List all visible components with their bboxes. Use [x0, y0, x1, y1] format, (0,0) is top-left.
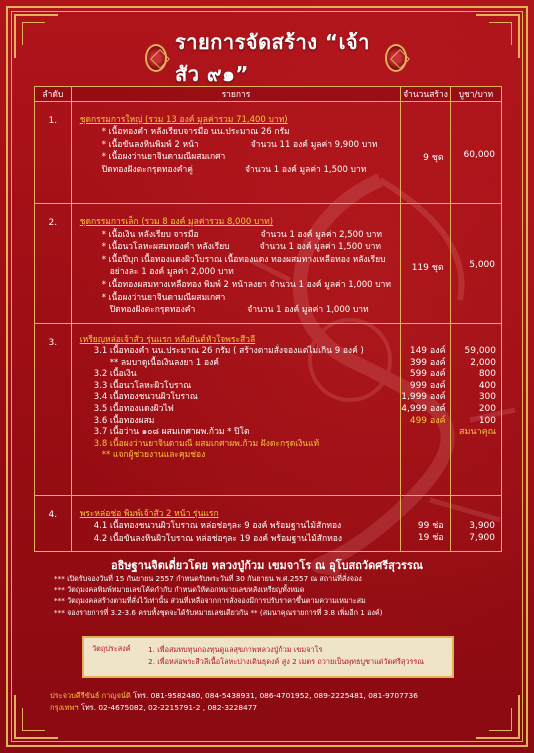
row-qty: 9 ชุด	[401, 102, 450, 204]
purpose-line: 2. เพื่อหล่อพระสีวลีเนื้อโลหะปางเดินธุดงค์ สูง 2 เมตร ถวายเป็นพุทธบูชาแด่วัดศรีสุวรรณ	[148, 657, 425, 666]
contact-phones: โทร. 02-4675082, 02-2215791-2 , 082-3228477	[80, 703, 258, 712]
purpose-box	[82, 636, 454, 678]
list-item: ปิดทองฝังตะกรุดทองคำคู่ จำนวน 1 องค์ มูลค่า 1,500 บาท	[101, 164, 367, 175]
row-items	[71, 204, 401, 324]
list-item: 3.4 เนื้อทองชนวนผิวโบราณ	[93, 392, 198, 403]
row-number: 3.	[35, 324, 72, 496]
list-item: 3.3 เนื้อนวโลหะผิวโบราณ	[93, 380, 192, 391]
note-line: *** วัตถุมงคลสร้างตามที่สั่งไว้เท่านั้น ส่วนที่เหลือจากการสั่งจองมีการปรับราคาขึ้นตามความเหมาะสม	[54, 596, 366, 606]
list-item: ปิดทองฝังตะกรุดทองคำ จำนวน 1 องค์ มูลค่า 1,000 บาท	[109, 305, 369, 316]
row-price: 3,900 7,900	[450, 496, 501, 552]
list-item: ** ลมบาดูเนื้อเงินลงยา 1 องค์	[109, 357, 219, 368]
corner-ornament-icon	[14, 14, 58, 58]
list-item: 3.1 เนื้อทองคำ นน.ประมาณ 26 กรัม ( สร้างตามสั่งจองแต่ไม่เกิน 9 องค์ )	[93, 346, 364, 356]
section-heading: ชุดกรรมการใหญ่ (รวม 13 องค์ มูลค่ารวม 71,400 บาท)	[79, 115, 288, 125]
list-item: * เนื้อขันลงหินพิมพ์ 2 หน้า จำนวน 11 องค์ มูลค่า 9,900 บาท	[101, 139, 378, 150]
medallion-icon	[145, 44, 167, 72]
table-row	[35, 102, 502, 204]
column-header-qty: จำนวนสร้าง	[401, 87, 450, 102]
purpose-label: วัตถุประสงค์	[92, 644, 131, 653]
list-item: * เนื้อผงว่านยาจินดามณีผสมเกศา	[101, 152, 226, 163]
list-item: อย่างละ 1 องค์ มูลค่า 2,000 บาท	[109, 267, 234, 278]
section-heading: เหรียญหล่อเจ้าสัว รุ่นแรก หลังยันต์หัวใจพระสีวลี	[79, 335, 256, 345]
row-items	[71, 324, 401, 496]
list-item: 4.2 เนื้อขันลงหินผิวโบราณ หล่อช่อๆละ 19 องค์ พร้อมฐานไม้สักทอง	[93, 533, 342, 544]
note-line: *** เปิดรับจองวันที่ 15 กันยายน 2557 กำหนดรับพระวันที่ 30 กันยายน พ.ศ.2557 ณ สถานที่สั่งจอง	[54, 574, 362, 583]
row-number: 1.	[35, 102, 72, 204]
row-number: 2.	[35, 204, 72, 324]
list-item: * เนื้อทองผสมทางเหลือทอง พิมพ์ 2 หน้าลงยา จำนวน 1 องค์ มูลค่า 1,000 บาท	[101, 279, 392, 290]
contact-label: กรุงเทพฯ	[50, 703, 79, 712]
column-header-item: รายการ	[71, 87, 401, 102]
list-item: * เนื้อเงิน หลังเรียบ จารมือ จำนวน 1 องค์ มูลค่า 2,500 บาท	[101, 229, 382, 240]
list-item: * เนื้อนวโลหะผสมทองคำ หลังเรียบ จำนวน 1 องค์ มูลค่า 1,500 บาท	[101, 242, 381, 253]
contact-phones: โทร. 081-9582480, 084-5438931, 086-4701952, 089-2225481, 081-9707736	[133, 691, 418, 700]
note-line: *** วัตถุมงคลพิมพ์หมายเลขโค้ดกำกับ กำหนดให้ตอกหมายเลขหลังเหรียญทั้งหมด	[54, 585, 305, 595]
row-items	[71, 102, 401, 204]
row-price: 59,000 2,000 800 400 300 200 100 สมนาคุณ	[450, 324, 501, 496]
list-item: * เนื้อปีบุก เนื้อทองแดงผิวโบราณ เนื้อทองแดง ทองผสมทางเหลือทอง หลังเรียบ	[101, 254, 386, 265]
contact-label: ประจวบคีรีขันธ์ กาญจน์ดิ	[50, 691, 131, 700]
row-number: 4.	[35, 496, 72, 552]
list-item: 3.5 เนื้อทองแดงผิวไฟ	[93, 403, 174, 414]
items-table	[34, 86, 502, 552]
list-item: 3.6 เนื้อทองผสม	[93, 415, 155, 426]
blessing-title: อธิษฐานจิตเดี่ยวโดย หลวงปู่ก้วม เขมจาโร ณ อุโบสถวัดศรีสุวรรณ	[110, 559, 424, 572]
row-price: 5,000	[450, 204, 501, 324]
note-line: *** จองรายการที่ 3.2-3.6 ครบทั้งชุดจะได้รับหมายเลขเดียวกัน ** (สมนาคุณรายการที่ 3.8 เพิ่มอีก 1 องค์)	[54, 607, 383, 617]
corner-ornament-icon	[476, 14, 520, 58]
purpose-line: 1. เพื่อสมทบทุนกองทุนดูแลสุขภาพหลวงปู่ก้วม เขมจาโร	[148, 645, 323, 654]
medallion-icon	[385, 44, 407, 72]
section-heading: พระหล่อช่อ พิมพ์เจ้าสัว 2 หน้า รุ่นแรก	[79, 509, 219, 519]
column-header-no: ลำดับ	[35, 87, 72, 102]
table-row	[35, 204, 502, 324]
row-items	[71, 496, 401, 552]
row-qty: 149 องค์ 399 องค์ 599 องค์ 999 องค์ 1,999 องค์ 4,999 องค์ 499 องค์	[401, 324, 450, 496]
column-header-price: บูชา/บาท	[450, 87, 501, 102]
notes	[54, 573, 494, 618]
table-header-row	[35, 87, 502, 102]
contacts	[50, 690, 500, 714]
list-item: * เนื้อทองคำ หลังเรียบจารมือ นน.ประมาณ 26 กรัม	[101, 127, 290, 138]
row-qty: 99 ช่อ 19 ช่อ	[401, 496, 450, 552]
row-qty: 119 ชุด	[401, 204, 450, 324]
list-item: 4.1 เนื้อทองชนวนผิวโบราณ หล่อช่อๆละ 9 องค์ พร้อมฐานไม้สักทอง	[93, 521, 342, 532]
table-row	[35, 496, 502, 552]
list-item: ** แจกผู้ช่วยงานและคุมช่อง	[101, 450, 206, 461]
page-title: รายการจัดสร้าง “เจ้าสัว ๙๑”	[175, 30, 370, 86]
contact-line	[50, 690, 500, 702]
list-item: 3.7 เนื้อว่าน ๑๐๘ ผสมเกศาผพ.ก้วม * ปิโต	[93, 427, 250, 438]
contact-line	[50, 702, 500, 714]
list-item: * เนื้อผงว่านยาจินดามณีผสมเกศา	[101, 292, 226, 303]
list-item: 3.8 เนื้อผงว่านยาจินดามณี ผสมเกศาผพ.ก้วม ฝังตะกรุดเงินแท้	[93, 438, 320, 449]
list-item: 3.2 เนื้อเงิน	[93, 369, 137, 380]
header	[145, 30, 407, 86]
table-row	[35, 324, 502, 496]
row-price: 60,000	[450, 102, 501, 204]
section-heading: ชุดกรรมการเล็ก (รวม 8 องค์ มูลค่ารวม 8,000 บาท)	[79, 217, 274, 227]
